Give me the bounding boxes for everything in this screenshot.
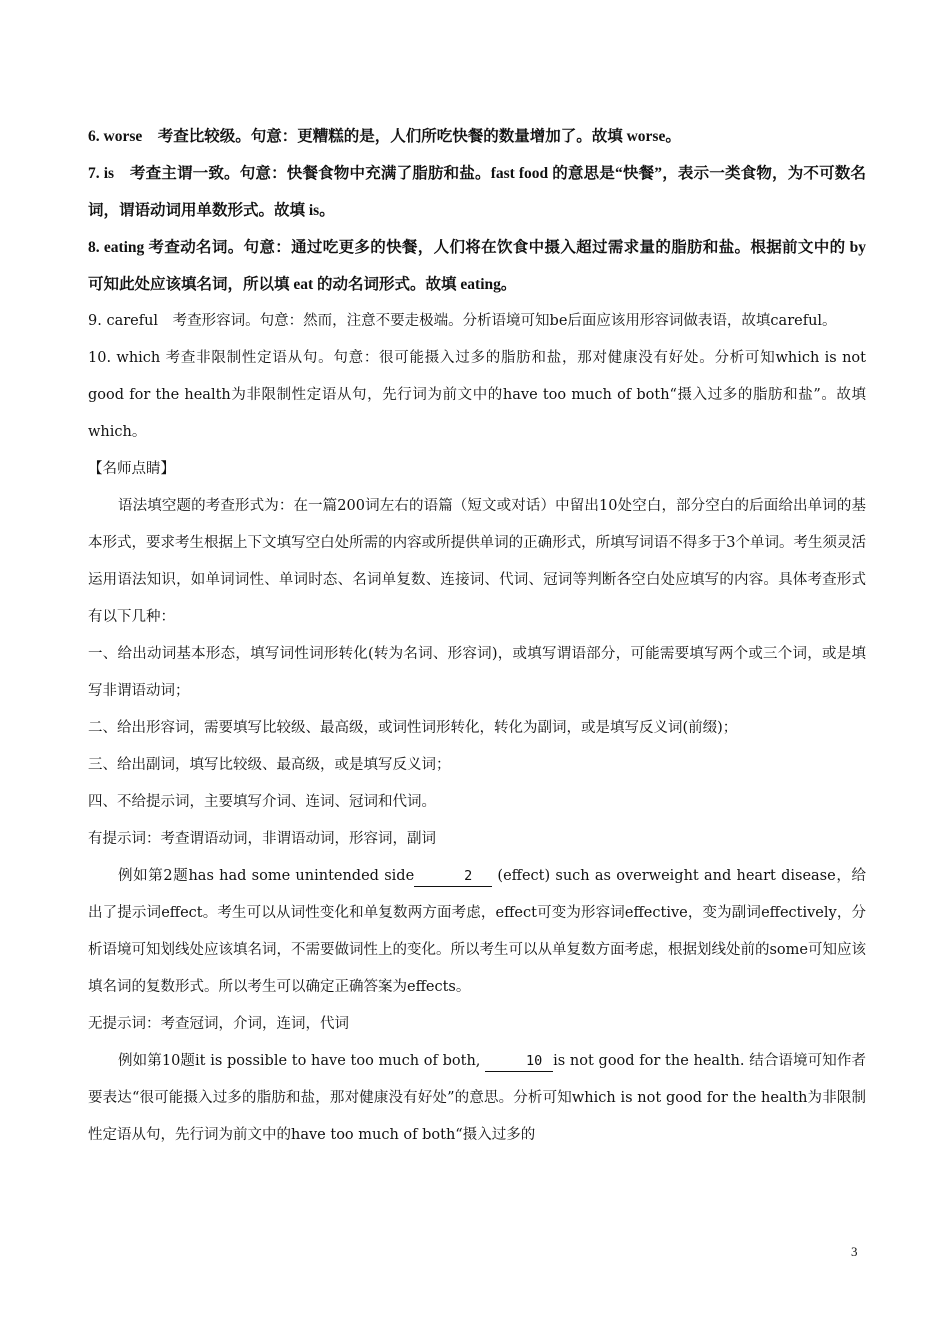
example-1 <box>88 858 866 1006</box>
example-2-pre: 例如第10题it is possible to have too much of both, <box>118 1053 486 1069</box>
example-1-blank: 2 <box>414 866 492 887</box>
answer-10: 10. which 考查非限制性定语从句。句意：很可能摄入过多的脂肪和盐，那对健康没有好处。分析可知which is not good for the health为非限制性定语从句，先行词为前文中的have too much of both“摄入过多的脂肪和盐”。故填which。 <box>88 350 866 440</box>
example-2-post: is not good for the health. 结合语境可知作者要表达“很可能摄入过多的脂肪和盐，那对健康没有好处”的意思。分析可知which is not good for the health为非限制性定语从句，先行词为前文中的have too much of both“摄入过多的 <box>88 1053 866 1143</box>
answer-8: 8. eating 考查动名词。句意：通过吃更多的快餐，人们将在饮食中摄入超过需求量的脂肪和盐。根据前文中的 by 可知此处应该填名词，所以填 eat 的动名词形式。故填 eating。 <box>88 239 866 293</box>
example-2 <box>88 1043 866 1154</box>
form-4: 四、不给提示词，主要填写介词、连词、冠词和代词。 <box>88 794 436 810</box>
example-1-post: (effect) such as overweight and heart disease，给出了提示词effect。考生可以从词性变化和单复数两方面考虑，effect可变为形容词effective，变为副词effectively，分析语境可知划线处应该填名词，不需要做词性上的变化。所以考生可以从单复数方面考虑，根据划线处前的some可知应该填名词的复数形式。所以考生可以确定正确答案为effects。 <box>88 868 866 995</box>
with-hint-title: 有提示词：考查谓语动词，非谓语动词，形容词，副词 <box>88 831 436 847</box>
answer-6: 6. worse 考查比较级。句意：更糟糕的是，人们所吃快餐的数量增加了。故填 worse。 <box>88 128 681 145</box>
answer-9: 9. careful 考查形容词。句意：然而，注意不要走极端。分析语境可知be后面应该用形容词做表语，故填careful。 <box>88 313 837 329</box>
example-1-pre: 例如第2题has had some unintended side <box>118 868 415 884</box>
page-number: 3 <box>851 1244 858 1259</box>
example-2-blank: 10 <box>485 1051 553 1072</box>
no-hint-title: 无提示词：考查冠词，介词，连词，代词 <box>88 1016 349 1032</box>
form-1: 一、给出动词基本形态，填写词性词形转化(转为名词、形容词)，或填写谓语部分，可能需要填写两个或三个词，或是填写非谓语动词； <box>88 646 866 699</box>
page-content <box>88 118 866 1154</box>
tips-heading: 【名师点睛】 <box>88 461 175 477</box>
form-3: 三、给出副词，填写比较级、最高级，或是填写反义词； <box>88 757 451 773</box>
answer-7: 7. is 考查主谓一致。句意：快餐食物中充满了脂肪和盐。fast food 的意思是“快餐”，表示一类食物，为不可数名词，谓语动词用单数形式。故填 is。 <box>88 165 866 219</box>
form-2: 二、给出形容词，需要填写比较级、最高级，或词性词形转化，转化为副词，或是填写反义词(前缀)； <box>88 720 738 736</box>
tips-intro: 语法填空题的考查形式为：在一篇200词左右的语篇（短文或对话）中留出10处空白，部分空白的后面给出单词的基本形式，要求考生根据上下文填写空白处所需的内容或所提供单词的正确形式，所填写词语不得多于3个单词。考生须灵活运用语法知识，如单词词性、单词时态、名词单复数、连接词、代词、冠词等判断各空白处应填写的内容。具体考查形式有以下几种： <box>88 498 866 625</box>
